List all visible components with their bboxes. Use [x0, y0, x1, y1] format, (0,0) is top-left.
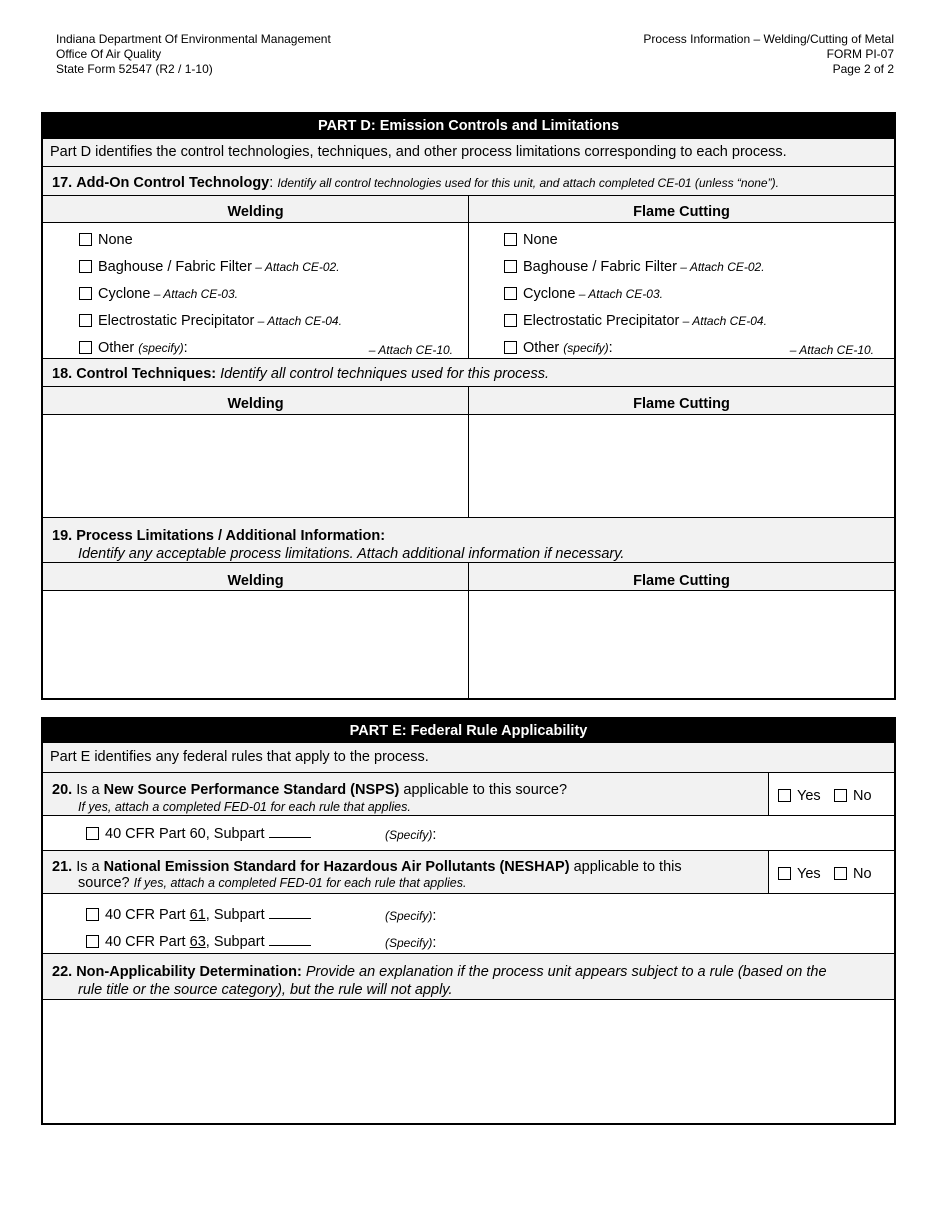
page-number: Page 2 of 2 [832, 62, 894, 76]
q20-instructions: If yes, attach a completed FED-01 for each rule that applies. [78, 800, 411, 814]
q18-column-headers [43, 386, 894, 414]
q17-welding-options [43, 223, 469, 358]
q20-yes-checkbox[interactable] [778, 789, 791, 802]
q21-no-option[interactable]: No [834, 866, 872, 882]
part60-subpart-field[interactable] [269, 825, 311, 838]
welding-none-checkbox[interactable] [79, 233, 92, 246]
q22-number: 22. [52, 964, 73, 980]
welding-baghouse-option[interactable]: Baghouse / Fabric Filter – Attach CE-02. [79, 259, 340, 275]
flame-other-option[interactable]: Other (specify): [504, 340, 613, 356]
q21-line2: source? If yes, attach a completed FED-01 for each rule that applies. [78, 875, 467, 891]
agency-name: Indiana Department Of Environmental Management [56, 32, 331, 46]
q17-title: Add-On Control Technology [76, 175, 270, 191]
welding-other-option[interactable]: Other (specify): [79, 340, 188, 356]
q17-col-welding: Welding [43, 196, 469, 222]
welding-other-checkbox[interactable] [79, 341, 92, 354]
q22-instructions-1: Provide an explanation if the process unit appears subject to a rule (based on the [305, 964, 827, 980]
q17-instructions: Identify all control technologies used for this unit, and attach completed CE-01 (unless “none”). [277, 176, 779, 190]
q20-part60-option[interactable]: 40 CFR Part 60, Subpart [86, 825, 311, 842]
q18-flame-cutting-input[interactable] [469, 415, 894, 517]
q21-title: National Emission Standard for Hazardous Air Pollutants (NESHAP) [103, 859, 570, 875]
q19-flame-cutting-input[interactable] [469, 591, 894, 698]
flame-none-option[interactable]: None [504, 232, 558, 248]
q18-welding-input[interactable] [43, 415, 469, 517]
q21-no-checkbox[interactable] [834, 867, 847, 880]
q18-instructions: Identify all control techniques used for this process. [220, 366, 549, 382]
part61-subpart-field[interactable] [269, 906, 311, 919]
form-title: Process Information – Welding/Cutting of Metal [643, 32, 894, 46]
q19-heading [43, 517, 894, 562]
q19-col-welding: Welding [43, 563, 469, 590]
q21-part63-option[interactable]: 40 CFR Part 63, Subpart [86, 933, 311, 950]
welding-other-attach-note: – Attach CE-10. [368, 343, 453, 357]
q17-column-headers [43, 195, 894, 222]
q21-number: 21. [52, 859, 73, 875]
q21-yes-no [768, 851, 894, 893]
q17-flame-options [469, 223, 894, 358]
flame-esp-option[interactable]: Electrostatic Precipitator – Attach CE-04. [504, 313, 767, 329]
part61-specify[interactable]: (Specify): [385, 908, 437, 924]
part-e-title: PART E: Federal Rule Applicability [43, 719, 894, 743]
q17-col-flame-cutting: Flame Cutting [633, 204, 730, 220]
q22-heading [43, 953, 894, 999]
q19-welding-input[interactable] [43, 591, 469, 698]
q22-instructions-2: rule title or the source category), but the rule will not apply. [78, 982, 453, 998]
q18-title: Control Techniques: [76, 366, 217, 382]
flame-other-checkbox[interactable] [504, 341, 517, 354]
welding-esp-checkbox[interactable] [79, 314, 92, 327]
part63-subpart-field[interactable] [269, 933, 311, 946]
welding-cyclone-option[interactable]: Cyclone – Attach CE-03. [79, 286, 238, 302]
q21-yes-checkbox[interactable] [778, 867, 791, 880]
part63-specify[interactable]: (Specify): [385, 935, 437, 951]
part-d-section [41, 112, 896, 700]
q17-number: 17. [52, 175, 73, 191]
q19-number: 19. [52, 528, 73, 544]
welding-none-option[interactable]: None [79, 232, 133, 248]
flame-cyclone-option[interactable]: Cyclone – Attach CE-03. [504, 286, 663, 302]
flame-other-attach-note: – Attach CE-10. [789, 343, 874, 357]
state-form-number: State Form 52547 (R2 / 1-10) [56, 62, 213, 76]
q20-heading: 20. Is a New Source Performance Standard (NSPS) applicable to this source? If yes, attach a completed FED-01 for each rule that applies. Yes No [43, 772, 894, 815]
part-d-title: PART D: Emission Controls and Limitations [43, 114, 894, 139]
q20-no-checkbox[interactable] [834, 789, 847, 802]
part-e-intro: Part E identifies any federal rules that apply to the process. [43, 743, 894, 772]
q17-colon: : [269, 175, 274, 191]
q20-number: 20. [52, 782, 73, 798]
q17-heading [43, 166, 894, 195]
q19-col-flame-cutting: Flame Cutting [633, 573, 730, 589]
q21-part61-option[interactable]: 40 CFR Part 61, Subpart [86, 906, 311, 923]
part63-checkbox[interactable] [86, 935, 99, 948]
q18-col-flame-cutting: Flame Cutting [633, 396, 730, 412]
part61-checkbox[interactable] [86, 908, 99, 921]
q21-rule-rows [43, 893, 894, 953]
q19-instructions: Identify any acceptable process limitations. Attach additional information if necessary. [78, 546, 625, 562]
q20-no-option[interactable]: No [834, 788, 872, 804]
form-id: FORM PI-07 [826, 47, 894, 61]
part-e-section [41, 717, 896, 1125]
q18-col-welding: Welding [43, 387, 469, 414]
q18-number: 18. [52, 366, 73, 382]
q17-options [43, 222, 894, 358]
q22-explanation-input[interactable] [43, 999, 894, 1123]
q20-rule-row [43, 815, 894, 850]
part-d-intro: Part D identifies the control technologies, techniques, and other process limitations corresponding to each process. [43, 139, 894, 166]
q19-entry-area [43, 590, 894, 698]
q21-heading: 21. Is a National Emission Standard for Hazardous Air Pollutants (NESHAP) applicable to this source? If yes, attach a completed FED-01 for each rule that applies. Yes No [43, 850, 894, 893]
q20-yes-no [768, 773, 894, 815]
form-header-agency [56, 32, 331, 77]
q19-title: Process Limitations / Additional Information: [76, 528, 386, 544]
part60-specify[interactable]: (Specify): [385, 827, 437, 843]
q20-yes-option[interactable]: Yes [778, 788, 821, 804]
q19-column-headers [43, 562, 894, 590]
q21-instructions: If yes, attach a completed FED-01 for each rule that applies. [133, 876, 467, 890]
flame-esp-checkbox[interactable] [504, 314, 517, 327]
flame-none-checkbox[interactable] [504, 233, 517, 246]
q18-entry-area [43, 414, 894, 517]
q21-yes-option[interactable]: Yes [778, 866, 821, 882]
part60-checkbox[interactable] [86, 827, 99, 840]
flame-baghouse-checkbox[interactable] [504, 260, 517, 273]
form-header-info [643, 32, 894, 77]
office-name: Office Of Air Quality [56, 47, 162, 61]
welding-cyclone-checkbox[interactable] [79, 287, 92, 300]
welding-baghouse-checkbox[interactable] [79, 260, 92, 273]
q22-title: Non-Applicability Determination: [76, 964, 302, 980]
q20-title: New Source Performance Standard (NSPS) [103, 782, 400, 798]
flame-cyclone-checkbox[interactable] [504, 287, 517, 300]
welding-esp-option[interactable]: Electrostatic Precipitator – Attach CE-04. [79, 313, 342, 329]
q18-heading [43, 358, 894, 386]
flame-baghouse-option[interactable]: Baghouse / Fabric Filter – Attach CE-02. [504, 259, 765, 275]
